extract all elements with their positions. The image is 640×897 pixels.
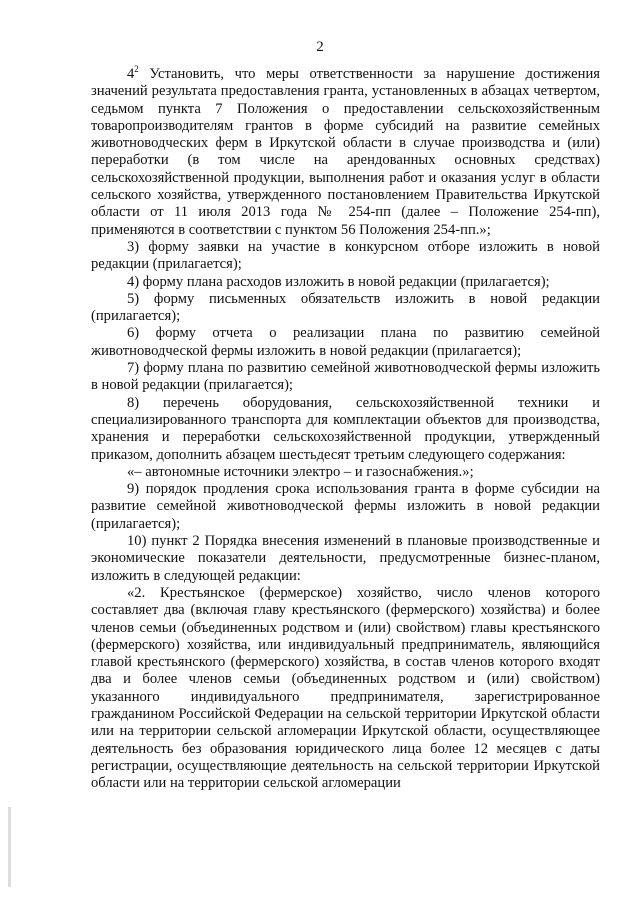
paragraph-item-10: 10) пункт 2 Порядка внесения изменений в плановые производственные и экономические показатели деятельности, предусмотренные бизнес-планом, изложить в следующей редакции: [91,533,600,584]
page-number: 2 [316,39,324,55]
clause-superscript: 2 [134,64,139,74]
paragraph-item-5: 5) форму письменных обязательств изложить в новой редакции (прилагается); [91,290,600,325]
paragraph-item-3: 3) форму заявки на участие в конкурсном отборе изложить в новой редакции (прилагается); [91,238,600,273]
paragraph-item-8-quote: «– автономные источники электро – и газоснабжения.»; [127,463,474,480]
paragraph-text: Установить, что меры ответственности за нарушение достижения значений результата предоставления гранта, установленных в абзацах четвертом, седьмом пункта 7 Положения о предоставлении сельскохозяйственным товаропроизводителям грантов в форме субсидий на развитие семейных животноводческих ферм в Иркутской области в случае производства и (или) переработки (в том числе на арендованных основных средствах) сельскохозяйственной продукции, выполнения работ и оказания услуг в области сельского хозяйства, утвержденного постановлением Правительства Иркутской области от 11 июля 2013 года № 254-пп (далее – Положение 254-пп), применяются в соответствии с пунктом 56 Положения 254-пп.»; [91,66,600,238]
document-body [91,66,600,792]
paragraph-item-9: 9) порядок продления срока использования гранта в форме субсидии на развитие семейной животноводческой фермы изложить в новой редакции (прилагается); [91,481,600,532]
paragraph-4-2 [91,66,600,239]
scan-edge-shadow [8,807,11,887]
paragraph-item-7: 7) форму плана по развитию семейной животноводческой фермы изложить в новой редакции (прилагается); [91,360,600,394]
paragraph-item-10-quote: «2. Крестьянское (фермерское) хозяйство, число членов которого составляет два (включая главу крестьянского (фермерского) хозяйства) и более членов семьи (объединенных родством и (или) свойством) главы крестьянского (фермерского) хозяйства, или индивидуальный предприниматель, являющийся главой крестьянского (фермерского) хозяйства, в состав членов которого входят два и более членов семьи (объединенных родством и (или) свойством) указанного индивидуального предпринимателя, зарегистрированное гражданином Российской Федерации на сельской территории Иркутской области или на территории сельской агломерации Иркутской области, осуществляющее деятельность без образования юридического лица более 12 месяцев с даты регистрации, осуществляющие деятельность на сельской территории Иркутской области или на территории сельской агломерации [91,584,600,792]
clause-number: 4 [127,66,135,82]
paragraph-item-8: 8) перечень оборудования, сельскохозяйственной техники и специализированного транспорта для комплектации объектов для производства, хранения и переработки сельскохозяйственной продукции, утвержденный приказом, дополнить абзацем шестьдесят третьим следующего содержания: [91,394,600,463]
paragraph-item-6: 6) форму отчета о реализации плана по развитию семейной животноводческой фермы изложить в новой редакции (прилагается); [91,325,600,359]
paragraph-item-4: 4) форму плана расходов изложить в новой редакции (прилагается); [127,273,550,290]
